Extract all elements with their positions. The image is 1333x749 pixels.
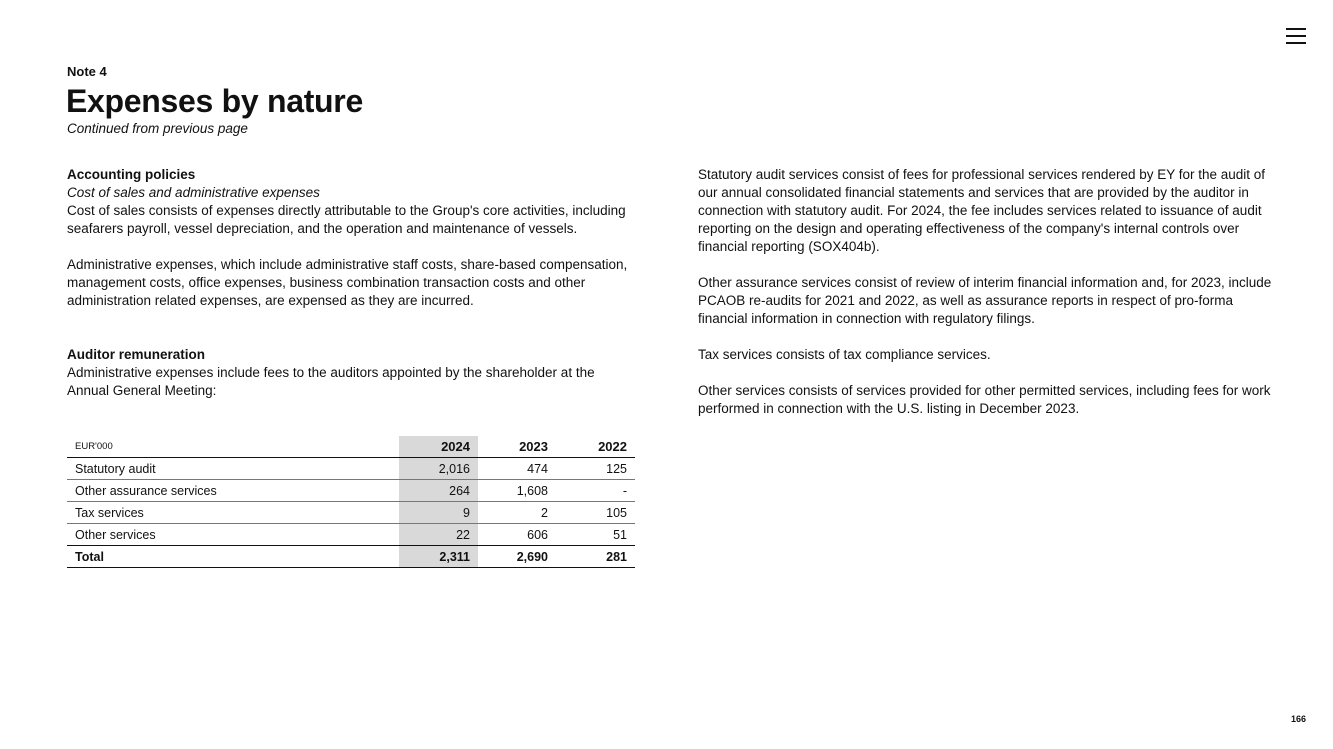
row-label: Other services <box>75 527 156 542</box>
total-label: Total <box>75 549 104 564</box>
table-row <box>67 458 635 480</box>
table-row <box>67 502 635 524</box>
page-subtitle: Continued from previous page <box>67 121 248 136</box>
cell-value: 105 <box>606 505 627 520</box>
auditor-remuneration-paragraph: Administrative expenses include fees to the auditors appointed by the shareholder at the Annual General Meeting: <box>67 365 595 398</box>
administrative-expenses-paragraph: Administrative expenses, which include administrative staff costs, share-based compensation, management costs, office expenses, business combination transaction costs and other administration related expenses, are expensed as they are incurred. <box>67 257 628 308</box>
column-header-2022: 2022 <box>598 439 627 454</box>
accounting-policies-heading: Accounting policies <box>67 167 196 182</box>
cell-value: - <box>622 483 627 498</box>
cell-value: 22 <box>399 524 478 546</box>
cell-value: 2,016 <box>399 458 478 480</box>
cell-value: 264 <box>399 480 478 502</box>
left-column <box>67 166 637 400</box>
row-label: Statutory audit <box>75 461 156 476</box>
table-header-row <box>67 436 635 458</box>
total-value: 2,690 <box>516 549 548 564</box>
other-services-paragraph: Other services consists of services provided for other permitted services, including fees for work performed in connection with the U.S. listing in December 2023. <box>698 383 1271 416</box>
statutory-audit-paragraph: Statutory audit services consist of fees for professional services rendered by EY for the audit of our annual consolidated financial statements and services that are provided by the auditor in connection with statutory audit. For 2024, the fee includes services related to issuance of audit reporting on the design and operating effectiveness of the company's internal controls over financial reporting (SOX404b). <box>698 167 1266 254</box>
column-header-2023: 2023 <box>519 439 548 454</box>
cell-value: 1,608 <box>516 483 548 498</box>
cell-value: 51 <box>613 527 627 542</box>
cell-value: 2 <box>541 505 548 520</box>
table-total-row <box>67 546 635 568</box>
table-row <box>67 524 635 546</box>
cell-value: 474 <box>527 461 548 476</box>
table-row <box>67 480 635 502</box>
row-label: Other assurance services <box>75 483 217 498</box>
cost-of-sales-paragraph: Cost of sales consists of expenses directly attributable to the Group's core activities, including seafarers payroll, vessel depreciation, and the operation and maintenance of vessels. <box>67 203 626 236</box>
column-header-2024: 2024 <box>399 436 478 458</box>
total-value: 2,311 <box>399 546 478 568</box>
cell-value: 9 <box>399 502 478 524</box>
accounting-policies-subheading: Cost of sales and administrative expenses <box>67 185 320 200</box>
hamburger-menu-icon[interactable] <box>1286 27 1306 46</box>
page-number: 166 <box>1291 714 1307 724</box>
tax-services-paragraph: Tax services consists of tax compliance services. <box>698 347 991 362</box>
cell-value: 125 <box>606 461 627 476</box>
row-label: Tax services <box>75 505 144 520</box>
auditor-remuneration-heading: Auditor remuneration <box>67 347 206 362</box>
other-assurance-paragraph: Other assurance services consist of review of interim financial information and, for 2023, include PCAOB re-audits for 2021 and 2022, as well as assurance reports in respect of pro-forma financial information in connection with regulatory filings. <box>698 275 1272 326</box>
auditor-fees-table <box>67 436 635 568</box>
table-unit-label: EUR'000 <box>75 441 113 452</box>
total-value: 281 <box>606 549 627 564</box>
right-column <box>698 166 1278 418</box>
note-label: Note 4 <box>67 64 107 79</box>
page-title: Expenses by nature <box>66 83 363 119</box>
cell-value: 606 <box>527 527 548 542</box>
